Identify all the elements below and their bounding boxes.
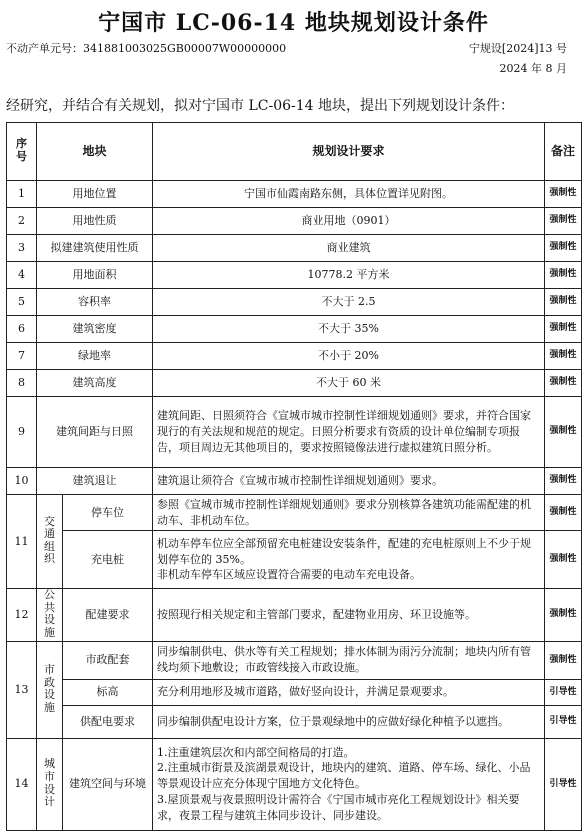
row-note: 强制性 bbox=[545, 208, 582, 235]
row-item: 建筑退让 bbox=[37, 468, 153, 495]
header-note: 备注 bbox=[545, 123, 582, 181]
row-number: 2 bbox=[7, 208, 37, 235]
row-requirement: 参照《宣城市城市控制性详细规划通则》要求分别核算各建筑功能需配建的机动车、非机动车位。 bbox=[153, 495, 545, 531]
row-item: 用地位置 bbox=[37, 181, 153, 208]
row-number: 6 bbox=[7, 316, 37, 343]
row-group: 公共设施 bbox=[37, 589, 63, 642]
row-number: 1 bbox=[7, 181, 37, 208]
row-item: 标高 bbox=[63, 679, 153, 705]
row-item: 供配电要求 bbox=[63, 705, 153, 738]
row-note: 强制性 bbox=[545, 316, 582, 343]
requirement-line: 1.注重建筑层次和内部空间格局的打造。 bbox=[157, 745, 355, 759]
row-item: 用地面积 bbox=[37, 262, 153, 289]
row-note: 强制性 bbox=[545, 181, 582, 208]
row-requirement: 按照现行相关规定和主管部门要求，配建物业用房、环卫设施等。 bbox=[153, 589, 545, 642]
row-requirement: 同步编制供配电设计方案，位于景观绿地中的应做好绿化种植予以遮挡。 bbox=[153, 705, 545, 738]
row-requirement bbox=[153, 738, 545, 830]
row-note: 强制性 bbox=[545, 397, 582, 468]
table-row bbox=[7, 370, 582, 397]
row-group: 城市设计 bbox=[37, 738, 63, 830]
property-unit-number: 不动产单元号：341881003025GB00007W00000000 bbox=[6, 42, 287, 55]
row-number: 12 bbox=[7, 589, 37, 642]
row-note: 强制性 bbox=[545, 531, 582, 589]
row-item: 停车位 bbox=[63, 495, 153, 531]
row-number: 3 bbox=[7, 235, 37, 262]
row-requirement: 不大于 2.5 bbox=[153, 289, 545, 316]
intro-text: 经研究，并结合有关规划，拟对宁国市 LC-06-14 地块，提出下列规划设计条件： bbox=[6, 98, 514, 114]
row-note: 引导性 bbox=[545, 679, 582, 705]
requirement-line: 3.屋顶景观与夜景照明设计需符合《宁国市城市亮化工程规划设计》相关要求，夜景工程与建筑主体同步设计、同步建设。 bbox=[157, 793, 520, 823]
row-item: 拟建建筑使用性质 bbox=[37, 235, 153, 262]
row-note: 引导性 bbox=[545, 738, 582, 830]
row-item: 建筑高度 bbox=[37, 370, 153, 397]
document-number: 宁规设[2024]13 号 bbox=[468, 42, 567, 55]
table-row bbox=[7, 235, 582, 262]
row-number: 14 bbox=[7, 738, 37, 830]
row-note: 强制性 bbox=[545, 589, 582, 642]
table-row bbox=[7, 343, 582, 370]
row-item: 建筑密度 bbox=[37, 316, 153, 343]
row-number: 13 bbox=[7, 641, 37, 738]
table-row bbox=[7, 316, 582, 343]
row-item: 容积率 bbox=[37, 289, 153, 316]
row-item: 建筑空间与环境 bbox=[63, 738, 153, 830]
table-row bbox=[7, 289, 582, 316]
row-item: 绿地率 bbox=[37, 343, 153, 370]
header-seq: 序号 bbox=[7, 123, 37, 181]
table-row bbox=[7, 262, 582, 289]
row-requirement: 不大于 35% bbox=[153, 316, 545, 343]
table-row bbox=[7, 181, 582, 208]
row-number: 8 bbox=[7, 370, 37, 397]
row-item: 用地性质 bbox=[37, 208, 153, 235]
row-number: 7 bbox=[7, 343, 37, 370]
row-number: 5 bbox=[7, 289, 37, 316]
table-row bbox=[7, 679, 582, 705]
table-row bbox=[7, 531, 582, 589]
row-requirement: 同步编制供电、供水等有关工程规划；排水体制为雨污分流制；地块内所有管线均须下地敷设；市政管线接入市政设施。 bbox=[153, 641, 545, 679]
table-row bbox=[7, 738, 582, 830]
row-requirement: 10778.2 平方米 bbox=[153, 262, 545, 289]
row-requirement: 宁国市仙霞南路东侧，具体位置详见附图。 bbox=[153, 181, 545, 208]
row-note: 强制性 bbox=[545, 289, 582, 316]
row-note: 强制性 bbox=[545, 343, 582, 370]
row-requirement: 建筑退让须符合《宣城市城市控制性详细规划通则》要求。 bbox=[153, 468, 545, 495]
header-plot: 地块 bbox=[37, 123, 153, 181]
row-requirement: 不小于 20% bbox=[153, 343, 545, 370]
row-note: 强制性 bbox=[545, 495, 582, 531]
document-date: 2024 年 8 月 bbox=[499, 62, 567, 75]
row-item: 配建要求 bbox=[63, 589, 153, 642]
row-requirement: 充分利用地形及城市道路，做好竖向设计，并满足景观要求。 bbox=[153, 679, 545, 705]
table-row bbox=[7, 705, 582, 738]
row-item: 市政配套 bbox=[63, 641, 153, 679]
row-requirement: 建筑间距、日照须符合《宣城市城市控制性详细规划通则》要求，并符合国家现行的有关法规和规范的规定。日照分析要求有资质的设计单位编制专项报告，项目周边无其他项目的，要求按照镜像法进行虚拟建筑日照分析。 bbox=[153, 397, 545, 468]
requirement-line: 2.注重城市街景及滨湖景观设计，地块内的建筑、道路、停车场、绿化、小品等景观设计应充分体现宁国地方文化特色。 bbox=[157, 761, 531, 791]
row-item: 充电桩 bbox=[63, 531, 153, 589]
table-row bbox=[7, 397, 582, 468]
row-note: 引导性 bbox=[545, 705, 582, 738]
row-note: 强制性 bbox=[545, 641, 582, 679]
row-requirement: 商业建筑 bbox=[153, 235, 545, 262]
table-header-row bbox=[7, 123, 582, 181]
table-row bbox=[7, 589, 582, 642]
row-number: 11 bbox=[7, 495, 37, 589]
row-requirement: 不大于 60 米 bbox=[153, 370, 545, 397]
row-note: 强制性 bbox=[545, 262, 582, 289]
table-row bbox=[7, 495, 582, 531]
row-note: 强制性 bbox=[545, 235, 582, 262]
planning-conditions-table bbox=[6, 122, 582, 831]
row-requirement: 机动车停车位应全部预留充电桩建设安装条件，配建的充电桩原则上不少于规划停车位的 35%。 非机动车停车区域应设置符合需要的电动车充电设备。 bbox=[153, 531, 545, 589]
table-row bbox=[7, 208, 582, 235]
header-requirement: 规划设计要求 bbox=[153, 123, 545, 181]
row-note: 强制性 bbox=[545, 468, 582, 495]
row-number: 9 bbox=[7, 397, 37, 468]
row-number: 4 bbox=[7, 262, 37, 289]
table-row bbox=[7, 641, 582, 679]
row-requirement: 商业用地（0901） bbox=[153, 208, 545, 235]
row-group: 市政设施 bbox=[37, 641, 63, 738]
row-item: 建筑间距与日照 bbox=[37, 397, 153, 468]
row-number: 10 bbox=[7, 468, 37, 495]
document-title: 宁国市 LC-06-14 地块规划设计条件 bbox=[98, 10, 489, 36]
row-note: 强制性 bbox=[545, 370, 582, 397]
table-row bbox=[7, 468, 582, 495]
row-group: 交通组织 bbox=[37, 495, 63, 589]
